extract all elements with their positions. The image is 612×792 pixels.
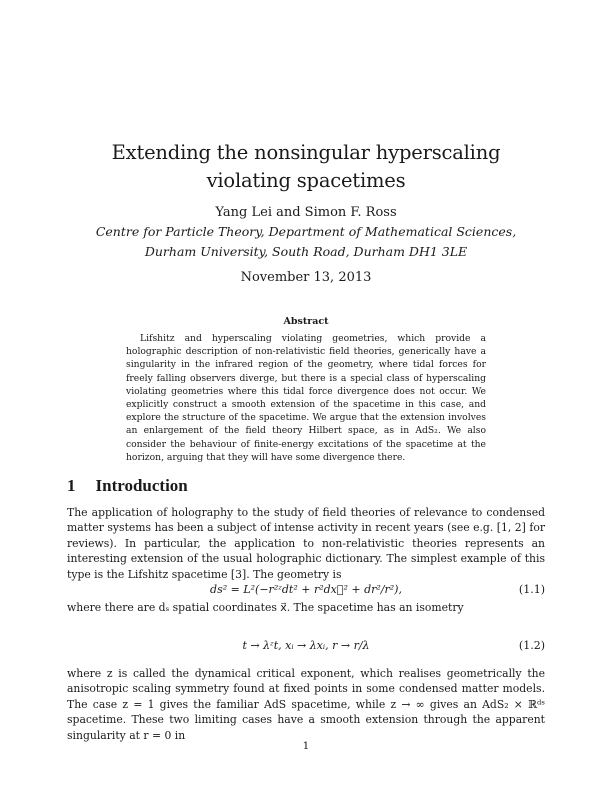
abstract-heading: Abstract [283, 316, 329, 327]
equation-1-1-number: (1.1) [518, 583, 545, 596]
section-number: 1 [67, 476, 76, 495]
intro-paragraph-2: where there are dₛ spatial coordinates x⃗. The spacetime has an isometry [67, 601, 464, 614]
equation-1-2 [67, 635, 545, 659]
section-heading [67, 476, 188, 496]
abstract-text: Lifshitz and hyperscaling violating geometries, which provide a holographic description of non-relativistic field theories, generically have a singularity in the infrared region of the geometry, where tidal forces for freely falling observers diverge, but there is a special class of hyperscaling violating geometries where this tidal force divergence does not occur. We explicitly construct a smooth extension of the spacetime in this case, and explore the structure of the spacetime. We argue that the extension involves an enlargement of the field theory Hilbert space, as in AdS₂. We also consider the behaviour of finite-energy excitations of the spacetime at the horizon, arguing that they will have some divergence there. [126, 333, 486, 463]
paper-affiliation [80, 222, 532, 262]
paper-authors: Yang Lei and Simon F. Ross [215, 205, 397, 220]
equation-1-1-body: ds² = L²(−r²ᶻdt² + r²dx⃗² + dr²/r²), [210, 583, 402, 596]
section-title: Introduction [95, 476, 188, 495]
intro-paragraph-3: where z is called the dynamical critical exponent, which realises geometrically the anisotropic scaling symmetry found at fixed points in some condensed matter models. The case z = 1 gives the familiar AdS spacetime, while z → ∞ gives an AdS₂ × ℝᵈˢ spacetime. These two limiting cases have a smooth extension through the apparent singularity at r = 0 in [67, 667, 545, 742]
paper-date: November 13, 2013 [240, 270, 372, 285]
equation-1-2-number: (1.2) [518, 639, 545, 652]
affiliation-line-2: Durham University, South Road, Durham DH1 3LE [144, 244, 468, 259]
intro-paragraph-1: The application of holography to the study of field theories of relevance to condensed matter systems has been a subject of intense activity in recent years (see e.g. [1, 2] for reviews). In particular, the application to non-relativistic theories represents an interesting extension of the usual holographic dictionary. The simplest example of this type is the Lifshitz spacetime [3]. The geometry is [67, 506, 545, 581]
paper-title: Extending the nonsingular hyperscaling violating spacetimes [111, 141, 501, 192]
equation-1-2-body: t → λᶻt, xᵢ → λxᵢ, r → r/λ [242, 639, 370, 652]
page-number: 1 [302, 740, 310, 752]
affiliation-line-1: Centre for Particle Theory, Department of Mathematical Sciences, [95, 224, 517, 239]
